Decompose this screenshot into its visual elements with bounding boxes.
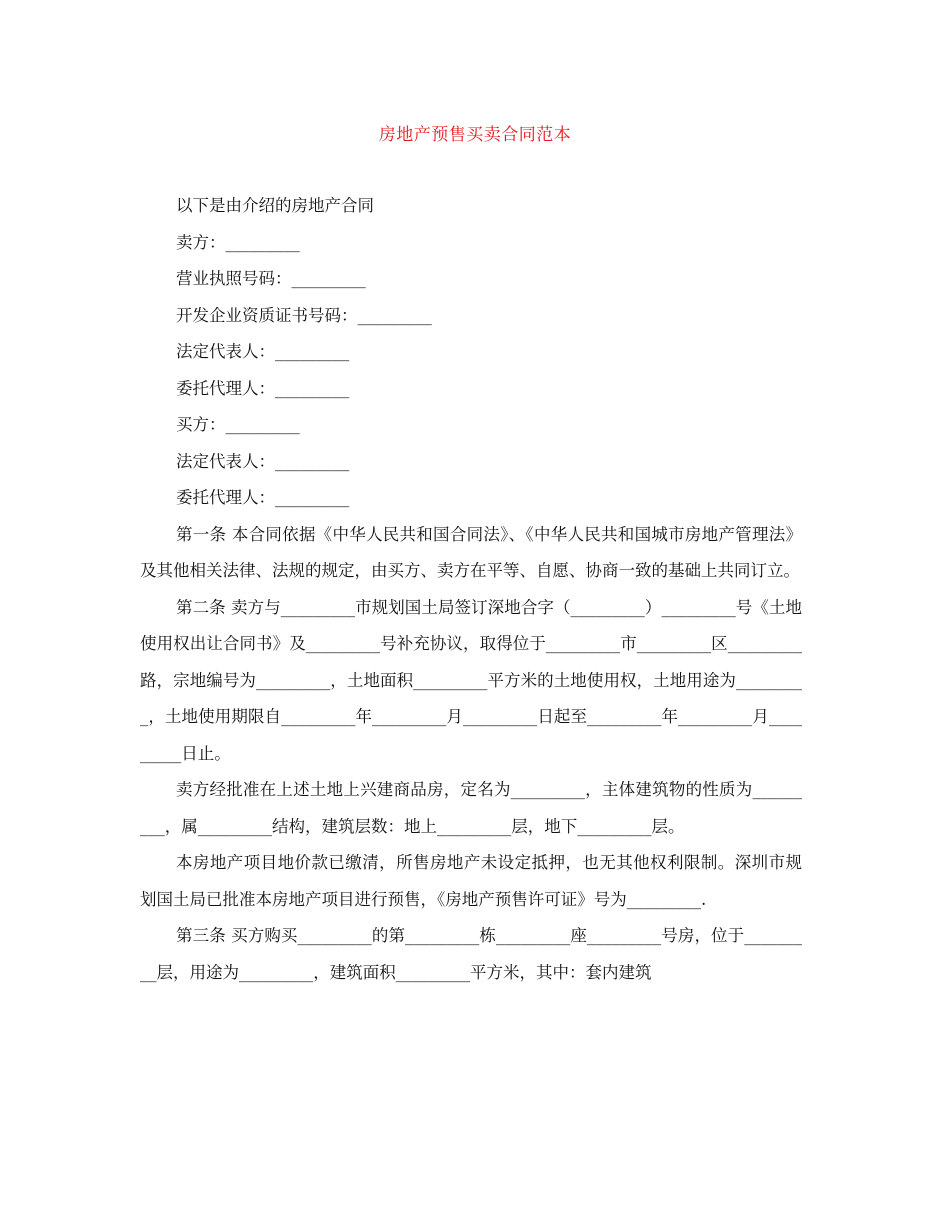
field-seller-agent: 委托代理人：_________ <box>176 378 350 398</box>
field-qualification-cert: 开发企业资质证书号码：_________ <box>176 305 432 325</box>
paragraph-presale-permit: 本房地产项目地价款已缴清，所售房地产未设定抵押，也无其他权利限制。深圳市规划国土局已批准本房地产项目进行预售，《房地产预售许可证》号为_________. <box>140 853 802 909</box>
article-1: 第一条 本合同依据《中华人民共和国合同法》、《中华人民共和国城市房地产管理法》及其他相关法律、法规的规定，由买方、卖方在平等、自愿、协商一致的基础上共同订立。 <box>140 524 802 580</box>
field-business-license: 营业执照号码：_________ <box>176 269 366 288</box>
field-seller-legal-rep: 法定代表人：_________ <box>176 342 350 361</box>
article-2: 第二条 卖方与_________市规划国土局签订深地合字（_________）_________号《土地使用权出让合同书》及_________号补充协议，取得位于_________市_________区_________路，宗地编号为_________，土地面积_________平方米的土地使用权，土地用途为_________，土地使用期限自_________年_________月_________日起至_________年_________月_________日止。 <box>140 597 802 763</box>
field-seller: 卖方：_________ <box>176 232 300 252</box>
document-title: 房地产预售买卖合同范本 <box>378 125 572 145</box>
paragraph-building: 卖方经批准在上述土地上兴建商品房，定名为_________，主体建筑物的性质为_________，属_________结构，建筑层数：地上_________层，地下_________层。 <box>140 780 802 836</box>
article-3: 第三条 买方购买_________的第_________栋_________座_________号房，位于_________层，用途为_________，建筑面积_________平方米，其中：套内建筑 <box>140 926 802 982</box>
field-buyer-legal-rep: 法定代表人：_________ <box>176 451 350 471</box>
document-body <box>140 188 802 991</box>
intro-line: 以下是由介绍的房地产合同 <box>176 196 374 215</box>
field-buyer-agent: 委托代理人：_________ <box>176 488 350 507</box>
field-buyer: 买方：_________ <box>176 415 300 434</box>
